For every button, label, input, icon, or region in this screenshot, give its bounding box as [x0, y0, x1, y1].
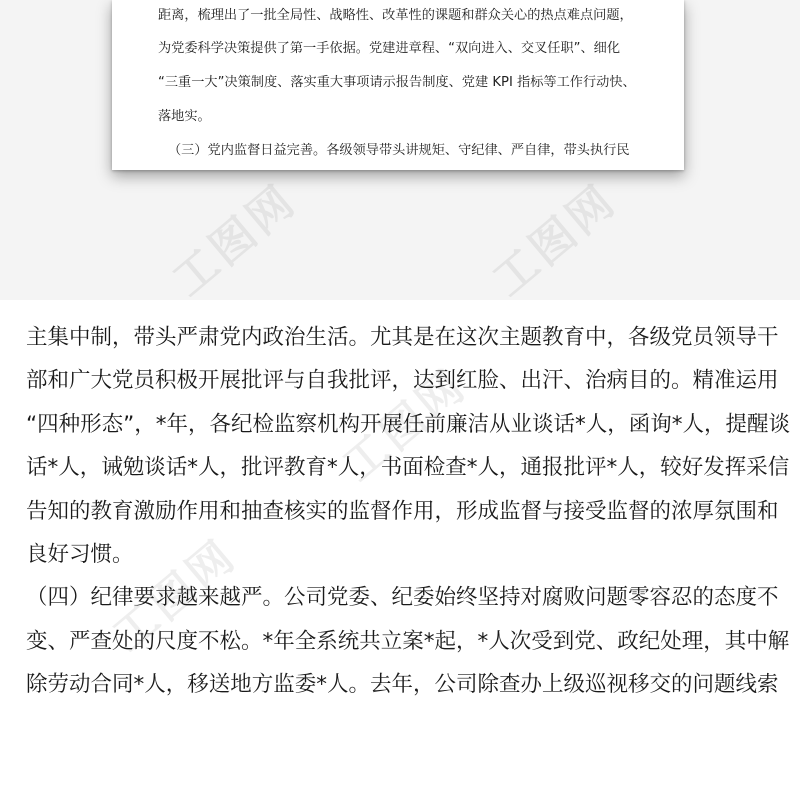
body-line: 话*人，诫勉谈话*人，批评教育*人，书面检查*人，通报批评*人，较好发挥采信 [26, 455, 790, 481]
document-body [26, 316, 791, 707]
body-line: 良好习惯。 [26, 541, 134, 567]
body-line: （四）纪律要求越来越严。公司党委、纪委始终坚持对腐败问题零容忍的态度不 [26, 585, 779, 611]
document-preview-card [112, 0, 684, 170]
preview-line: “三重一大”决策制度、落实重大事项请示报告制度、党建 KPI 指标等工作行动快、 [158, 75, 636, 90]
preview-area [0, 0, 800, 307]
watermark: 工图网 [103, 529, 247, 662]
body-line: 变、严查处的尺度不松。*年全系统共立案*起，*人次受到党、政纪处理，其中解 [26, 628, 790, 654]
preview-line: 距离，梳理出了一批全局性、战略性、改革性的课题和群众关心的热点难点问题， [158, 8, 633, 23]
preview-line: 落地实。 [158, 109, 211, 124]
watermark: 工图网 [163, 174, 307, 307]
body-line: 部和广大党员积极开展批评与自我批评，达到红脸、出汗、治病目的。精准运用 [26, 368, 779, 394]
body-line: 主集中制，带头严肃党内政治生活。尤其是在这次主题教育中，各级党员领导干 [26, 325, 779, 350]
preview-line: 为党委科学决策提供了第一手依据。党建进章程、“双向进入、交叉任职”、细化 [158, 41, 621, 56]
body-line: 告知的教育激励作用和抽查核实的监督作用，形成监督与接受监督的浓厚氛围和 [26, 498, 779, 524]
body-line: “四种形态”，*年，各纪检监察机构开展任前廉洁从业谈话*人，函询*人，提醒谈 [26, 411, 791, 437]
watermark: 工图网 [333, 359, 477, 492]
preview-line: （三）党内监督日益完善。各级领导带头讲规矩、守纪律、严自律，带头执行民 [168, 143, 630, 158]
body-line: 除劳动合同*人，移送地方监委*人。去年，公司除查办上级巡视移交的问题线索 [26, 672, 779, 698]
watermark: 工图网 [483, 174, 627, 307]
